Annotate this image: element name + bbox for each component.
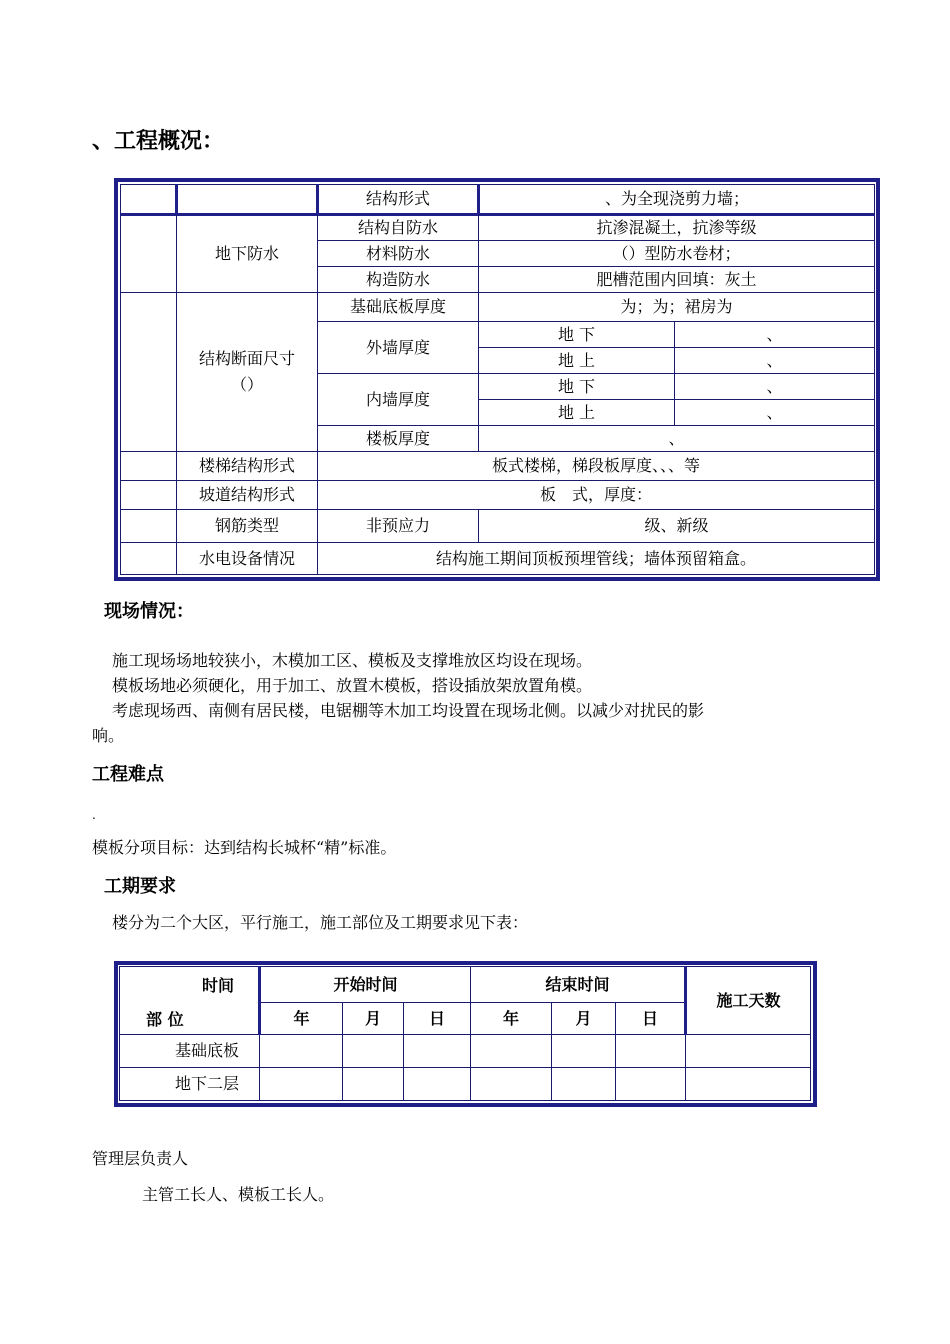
section-title-site: 现场情况： (104, 601, 194, 622)
cell-value: 结构施工期间顶板预埋管线；墙体预留箱盒。 (318, 543, 875, 575)
cell-sub: 地 上 (479, 348, 675, 374)
header-part: 部 位 (146, 1010, 184, 1029)
target-text: 模板分项目标：达到结构长城杯“精”标准。 (92, 838, 397, 857)
header-time: 时间 (202, 976, 235, 995)
header-day: 日 (616, 1003, 686, 1035)
cell-value: 为；为；裙房为 (479, 293, 875, 322)
row-label: 基础底板 (120, 1035, 260, 1068)
cell-label: 构造防水 (318, 267, 479, 293)
overview-table (120, 184, 875, 575)
cell-value: （）型防水卷材； (479, 241, 875, 267)
cell-sub: 地 下 (479, 374, 675, 400)
group-section: 结构断面尺寸（） (177, 293, 318, 452)
cell-value: 、 (675, 322, 875, 348)
cell-value: 肥槽范围内回填：灰土 (479, 267, 875, 293)
mgmt-text: 主管工长人、模板工长人。 (142, 1185, 335, 1204)
cell-value: 板 式，厚度： (318, 481, 875, 510)
cell-label: 外墙厚度 (318, 322, 479, 374)
cell-sub: 地 下 (479, 322, 675, 348)
cell-label: 水电设备情况 (177, 543, 318, 575)
cell-label: 楼梯结构形式 (177, 452, 318, 481)
site-line-4: 响。 (92, 726, 125, 745)
header-corner (120, 967, 260, 1035)
header-days: 施工天数 (686, 967, 811, 1035)
cell-value: 、 (675, 348, 875, 374)
cell-label: 材料防水 (318, 241, 479, 267)
header-start: 开始时间 (260, 967, 471, 1003)
row-structure-form (121, 185, 875, 215)
cell-value: 、 (675, 400, 875, 426)
cell-sub: 地 上 (479, 400, 675, 426)
header-year: 年 (471, 1003, 552, 1035)
row-label: 地下二层 (120, 1068, 260, 1101)
table-row (120, 1035, 811, 1068)
cell-value: 级、新级 (479, 510, 875, 543)
dot-mark: . (92, 808, 96, 822)
cell-label: 钢筋类型 (177, 510, 318, 543)
group-underground: 地下防水 (177, 215, 318, 293)
header-month: 月 (552, 1003, 616, 1035)
section-title-difficulty: 工程难点 (92, 764, 164, 785)
header-month: 月 (343, 1003, 404, 1035)
site-line-1: 施工现场场地较狭小，木模加工区、模板及支撑堆放区均设在现场。 (112, 651, 593, 670)
cell-label: 基础底板厚度 (318, 293, 479, 322)
section-title-schedule: 工期要求 (104, 876, 176, 897)
mgmt-title: 管理层负责人 (92, 1149, 189, 1168)
cell-value: 板式楼梯，梯段板厚度、、、等 (318, 452, 875, 481)
cell-label: 内墙厚度 (318, 374, 479, 426)
header-end: 结束时间 (471, 967, 686, 1003)
header-year: 年 (260, 1003, 343, 1035)
header-day: 日 (404, 1003, 471, 1035)
site-line-2: 模板场地必须硬化，用于加工、放置木模板，搭设插放架放置角模。 (112, 676, 593, 695)
cell-value: 、 (479, 426, 875, 452)
cell-label: 楼板厚度 (318, 426, 479, 452)
cell-value: 、 (675, 374, 875, 400)
cell-value: 、为全现浇剪力墙； (479, 185, 875, 215)
cell-value: 抗渗混凝土，抗渗等级 (479, 215, 875, 241)
section-title-overview: 、工程概况： (92, 129, 225, 154)
schedule-table (119, 966, 811, 1101)
schedule-intro: 楼分为二个大区，平行施工，施工部位及工期要求见下表： (112, 913, 529, 932)
cell-sub: 非预应力 (318, 510, 479, 543)
cell-label: 结构形式 (318, 185, 479, 215)
table-row (120, 1068, 811, 1101)
site-line-3: 考虑现场西、南侧有居民楼，电锯棚等木加工均设置在现场北侧。以减少对扰民的影 (112, 701, 705, 720)
cell-label: 结构自防水 (318, 215, 479, 241)
cell-label: 坡道结构形式 (177, 481, 318, 510)
